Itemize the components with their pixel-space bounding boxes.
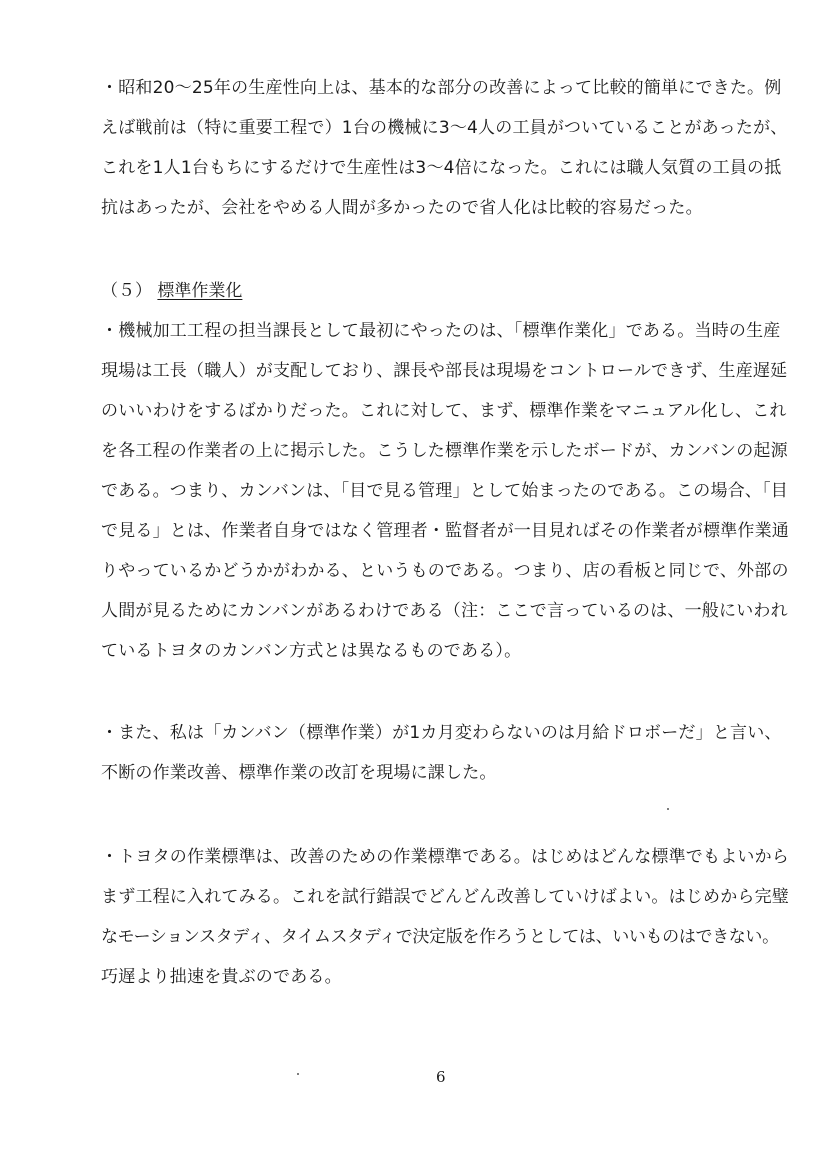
paragraph-line: えば戦前は（特に重要工程で）1台の機械に3～4人の工員がついていることがあったが、 bbox=[101, 118, 788, 138]
paragraph-line: を各工程の作業者の上に掲示した。こうした標準作業を示したボードが、カンバンの起源 bbox=[101, 441, 788, 461]
paragraph-line: 人間が見るためにカンバンがあるわけである（注：ここで言っているのは、一般にいわれ bbox=[101, 601, 788, 621]
paragraph-line: ・また、私は「カンバン（標準作業）が1カ月変わらないのは月給ドロボーだ」と言い、 bbox=[101, 723, 782, 743]
paragraph-line: ・機械加工工程の担当課長として最初にやったのは、「標準作業化」である。当時の生産 bbox=[101, 321, 781, 341]
section-number: （５） bbox=[101, 281, 152, 301]
paragraph-line: なモーションスタディ、タイムスタディで決定版を作ろうとしては、いいものはできない。 bbox=[101, 927, 779, 947]
paragraph-line: 現場は工長（職人）が支配しており、課長や部長は現場をコントロールできず、生産遅延 bbox=[101, 361, 788, 381]
scan-speck bbox=[667, 808, 669, 810]
paragraph-line: 抗はあったが、会社をやめる人間が多かったので省人化は比較的容易だった。 bbox=[101, 198, 703, 218]
paragraph-line: ているトヨタのカンバン方式とは異なるものである）。 bbox=[101, 641, 522, 661]
paragraph-line: のいいわけをするばかりだった。これに対して、まず、標準作業をマニュアル化し、これ bbox=[101, 401, 787, 421]
paragraph-line: 巧遅より拙速を貴ぶのである。 bbox=[101, 967, 342, 987]
paragraph-line: ・トヨタの作業標準は、改善のための作業標準である。はじめはどんな標準でもよいから bbox=[101, 847, 789, 867]
paragraph-line: で見る」とは、作業者自身ではなく管理者・監督者が一目見ればその作業者が標準作業通 bbox=[101, 521, 789, 541]
paragraph-line: りやっているかどうかがわかる、というものである。つまり、店の看板と同じで、外部の bbox=[101, 561, 789, 581]
section-title: 標準作業化 bbox=[157, 281, 243, 301]
scan-speck bbox=[297, 1073, 299, 1075]
paragraph-line: まず工程に入れてみる。これを試行錯誤でどんどん改善していけばよい。はじめから完璧 bbox=[101, 887, 789, 907]
paragraph-line: 不断の作業改善、標準作業の改訂を現場に課した。 bbox=[101, 763, 497, 783]
paragraph-line: ・昭和20～25年の生産性向上は、基本的な部分の改善によって比較的簡単にできた。例 bbox=[101, 78, 782, 98]
page-number: 6 bbox=[436, 1068, 446, 1086]
paragraph-line: これを1人1台もちにするだけで生産性は3～4倍になった。これには職人気質の工員の抵 bbox=[101, 158, 782, 178]
section-heading bbox=[101, 280, 242, 302]
paragraph-line: である。つまり、カンバンは、「目で見る管理」として始まったのである。この場合、「目 bbox=[101, 481, 789, 501]
